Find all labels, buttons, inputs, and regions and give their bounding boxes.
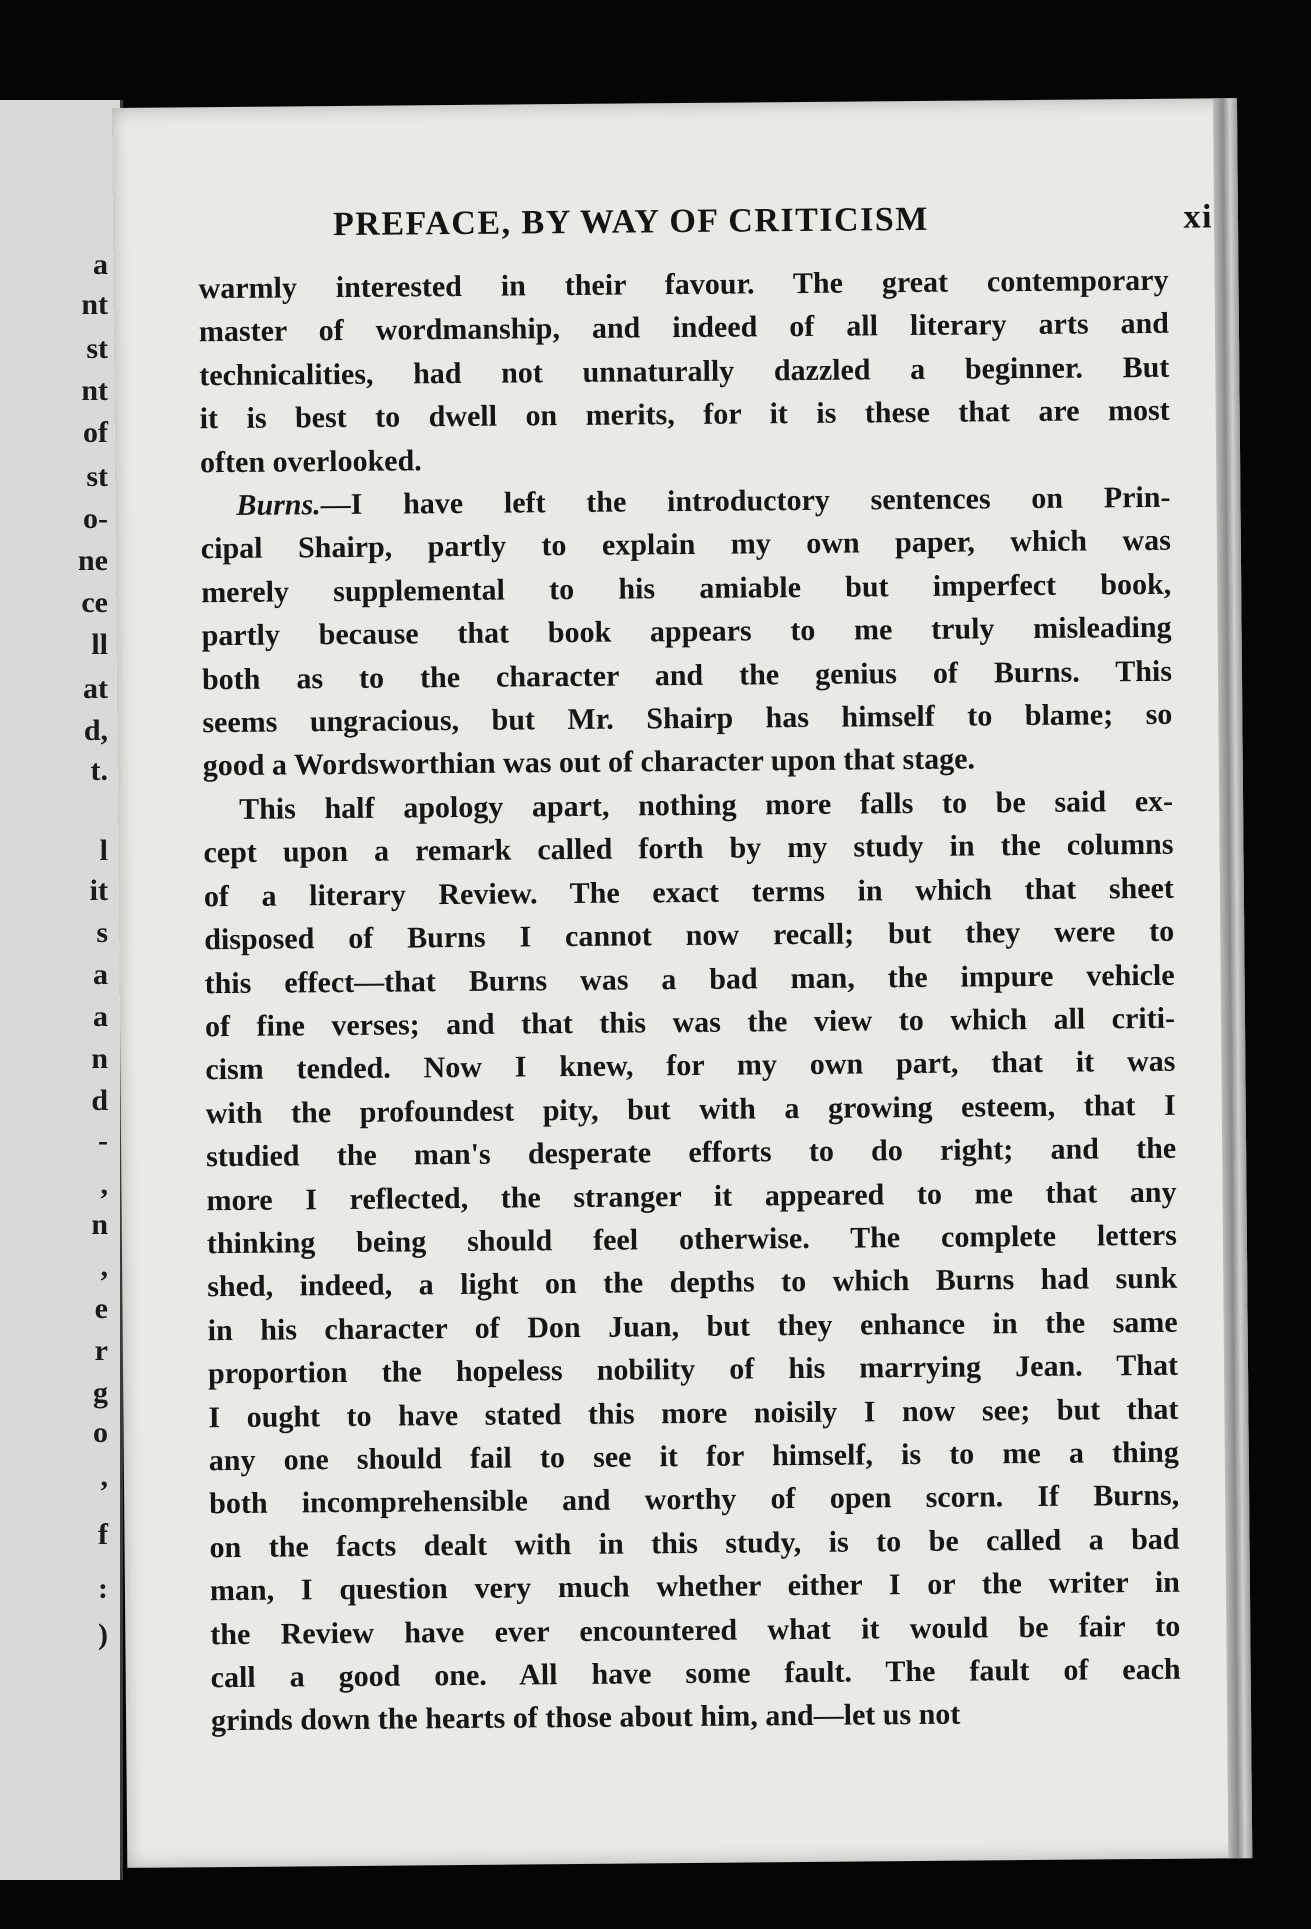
text-line bbox=[211, 1691, 1181, 1743]
line-text: both as to the character and the genius of Burns. This bbox=[201, 654, 1173, 696]
section-label: Burns. bbox=[236, 488, 321, 522]
paragraph bbox=[200, 476, 1173, 788]
facing-page-text-fragment: g bbox=[93, 1376, 108, 1409]
line-text: This half apology apart, nothing more falls to be said ex- bbox=[238, 784, 1174, 826]
text-line bbox=[202, 693, 1172, 745]
text-line bbox=[208, 1344, 1178, 1396]
line-text: of fine verses; and that this was the view to which all criti- bbox=[204, 1001, 1176, 1044]
line-text: any one should fail to see it for himself, is to me a thing bbox=[208, 1435, 1179, 1478]
line-text: cept upon a remark called forth by my study in the columns bbox=[203, 828, 1174, 870]
facing-page-text-fragment: t. bbox=[90, 754, 108, 787]
facing-page-text-fragment: at bbox=[83, 672, 108, 705]
facing-page-text-fragment: e bbox=[94, 1292, 108, 1325]
facing-page-text-fragment: s bbox=[96, 916, 108, 949]
facing-page-text-fragment: ) bbox=[98, 1618, 108, 1651]
facing-page-text-fragment: d bbox=[91, 1084, 108, 1117]
paragraph bbox=[203, 780, 1181, 1743]
facing-page-text-fragment: of bbox=[83, 416, 108, 449]
facing-page-text-fragment: ne bbox=[78, 544, 108, 577]
line-text: the Review have ever encountered what it would be fair to bbox=[210, 1609, 1181, 1651]
text-line bbox=[206, 1127, 1176, 1179]
body-text bbox=[198, 259, 1181, 1743]
facing-page-text-fragment: a bbox=[93, 248, 108, 281]
facing-page-text-fragment: , bbox=[100, 1460, 108, 1493]
line-text: good a Wordsworthian was out of character upon that stage. bbox=[202, 742, 976, 783]
paragraph bbox=[198, 259, 1170, 484]
line-text: of a literary Review. The exact terms in which that sheet bbox=[203, 871, 1174, 913]
facing-page-fragment bbox=[0, 100, 123, 1880]
line-text: master of wordmanship, and indeed of all literary arts and bbox=[198, 307, 1170, 349]
facing-page-text-fragment: , bbox=[100, 1250, 108, 1283]
page-number: xi bbox=[1183, 198, 1214, 236]
facing-page-text-fragment: ce bbox=[81, 586, 108, 619]
facing-page-text-fragment: o bbox=[93, 1416, 108, 1449]
line-text: more I reflected, the stranger it appeared to me that any bbox=[206, 1175, 1177, 1217]
line-text: disposed of Burns I cannot now recall; but they were to bbox=[204, 914, 1175, 957]
running-head bbox=[333, 198, 1213, 244]
facing-page-text-fragment: l bbox=[99, 834, 108, 867]
line-text: it is best to dwell on merits, for it is these that are most bbox=[199, 394, 1170, 436]
line-text: —I have left the introductory sentences on Prin- bbox=[320, 480, 1171, 522]
facing-page-text-fragment: r bbox=[94, 1334, 108, 1367]
facing-page-text-fragment: a bbox=[93, 958, 108, 991]
line-text: often overlooked. bbox=[199, 443, 422, 479]
line-text: merely supplemental to his amiable but imperfect book, bbox=[201, 567, 1172, 610]
line-text: warmly interested in their favour. The great contemporary bbox=[198, 263, 1169, 306]
facing-page-text-fragment: : bbox=[98, 1572, 108, 1605]
line-text: proportion the hopeless nobility of his marrying Jean. That bbox=[207, 1348, 1179, 1391]
line-text: thinking being should feel otherwise. The complete letters bbox=[206, 1218, 1178, 1261]
page-edge bbox=[1213, 98, 1252, 1858]
line-text: I ought to have stated this more noisily I now see; but that bbox=[208, 1392, 1179, 1434]
line-text: cism tended. Now I knew, for my own part, that it was bbox=[205, 1045, 1176, 1087]
facing-page-text-fragment: ll bbox=[91, 628, 108, 661]
line-text: technicalities, had not unnaturally dazzled a beginner. But bbox=[199, 350, 1170, 393]
line-text: man, I question very much whether either I or the writer in bbox=[209, 1565, 1181, 1608]
facing-page-text-fragment: st bbox=[86, 332, 108, 365]
text-line bbox=[211, 1648, 1181, 1700]
facing-page-text-fragment: f bbox=[98, 1518, 108, 1551]
line-text: studied the man's desperate efforts to do right; and the bbox=[206, 1131, 1177, 1174]
text-line bbox=[200, 389, 1170, 441]
facing-page-text-fragment: - bbox=[98, 1124, 108, 1157]
facing-page-text-fragment: nt bbox=[81, 288, 108, 321]
line-text: this effect—that Burns was a bad man, the impure vehicle bbox=[204, 958, 1175, 1000]
facing-page-text-fragment: nt bbox=[81, 374, 108, 407]
line-text: in his character of Don Juan, but they enhance in the same bbox=[207, 1305, 1178, 1347]
book-page bbox=[112, 98, 1252, 1868]
facing-page-text-fragment: o- bbox=[83, 502, 108, 535]
facing-page-text-fragment: , bbox=[100, 1168, 108, 1201]
line-text: shed, indeed, a light on the depths to which Burns had sunk bbox=[207, 1262, 1178, 1304]
line-text: partly because that book appears to me truly misleading bbox=[201, 611, 1172, 653]
facing-page-text-fragment: n bbox=[91, 1208, 108, 1241]
line-text: on the facts dealt with in this study, is to be called a bad bbox=[209, 1522, 1180, 1564]
line-text: grinds down the hearts of those about him, and—let us not bbox=[210, 1698, 961, 1738]
facing-page-text-fragment: a bbox=[93, 1000, 108, 1033]
line-text: with the profoundest pity, but with a growing esteem, that I bbox=[205, 1088, 1176, 1130]
line-text: cipal Shairp, partly to explain my own paper, which was bbox=[200, 524, 1171, 566]
running-head-title: PREFACE, BY WAY OF CRITICISM bbox=[332, 200, 929, 244]
facing-page-text-fragment: it bbox=[89, 874, 108, 907]
facing-page-text-fragment: n bbox=[91, 1042, 108, 1075]
line-text: call a good one. All have some fault. The fault of each bbox=[210, 1652, 1181, 1695]
text-line bbox=[204, 910, 1174, 962]
line-text: both incomprehensible and worthy of open scorn. If Burns, bbox=[209, 1479, 1180, 1521]
facing-page-text-fragment: st bbox=[86, 460, 108, 493]
line-text: seems ungracious, but Mr. Shairp has himself to blame; so bbox=[202, 697, 1173, 740]
facing-page-text-fragment: d, bbox=[83, 714, 108, 747]
